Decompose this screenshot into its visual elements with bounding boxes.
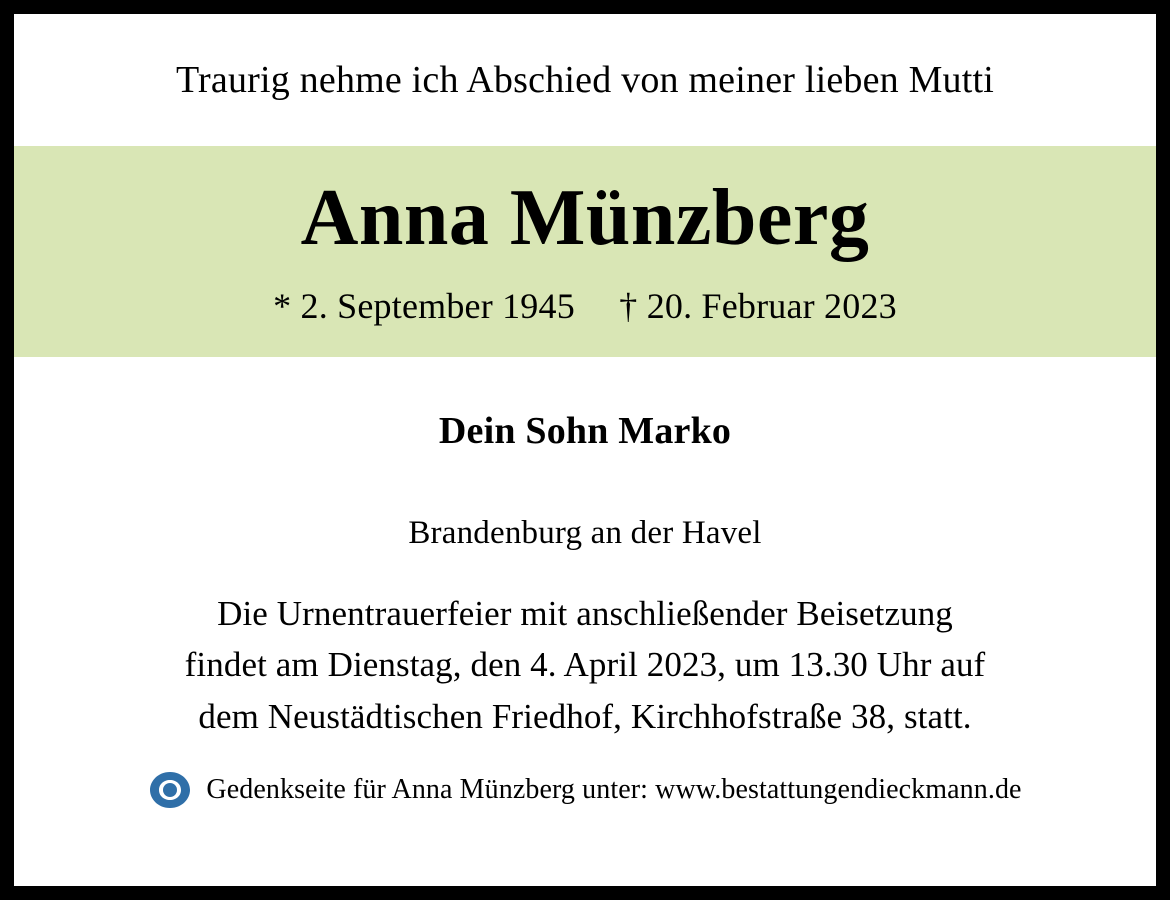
- mourners-line: Dein Sohn Marko: [438, 410, 732, 453]
- death-date: † 20. Februar 2023: [619, 286, 897, 327]
- opening-line: Traurig nehme ich Abschied von meiner lieben Mutti: [175, 59, 995, 101]
- name-band: [14, 146, 1156, 358]
- ceremony-details-line: findet am Dienstag, den 4. April 2023, um 13.30 Uhr auf: [184, 645, 986, 685]
- notice-body: [14, 14, 1156, 886]
- ceremony-details-line: dem Neustädtischen Friedhof, Kirchhofstraße 38, statt.: [198, 696, 972, 736]
- deceased-name: Anna Münzberg: [300, 173, 870, 262]
- place-line: Brandenburg an der Havel: [408, 515, 762, 552]
- ceremony-details-line: Die Urnentrauerfeier mit anschließender Beisetzung: [217, 594, 953, 634]
- memorial-page-text: Gedenkseite für Anna Münzberg unter: www.bestattungendieckmann.de: [206, 773, 1022, 805]
- memorial-page-row: [14, 742, 1156, 830]
- ceremony-details: [14, 552, 1156, 741]
- memorial-eye-logo-icon: [148, 768, 192, 812]
- life-dates: [24, 285, 1146, 327]
- birth-date: * 2. September 1945: [273, 286, 575, 327]
